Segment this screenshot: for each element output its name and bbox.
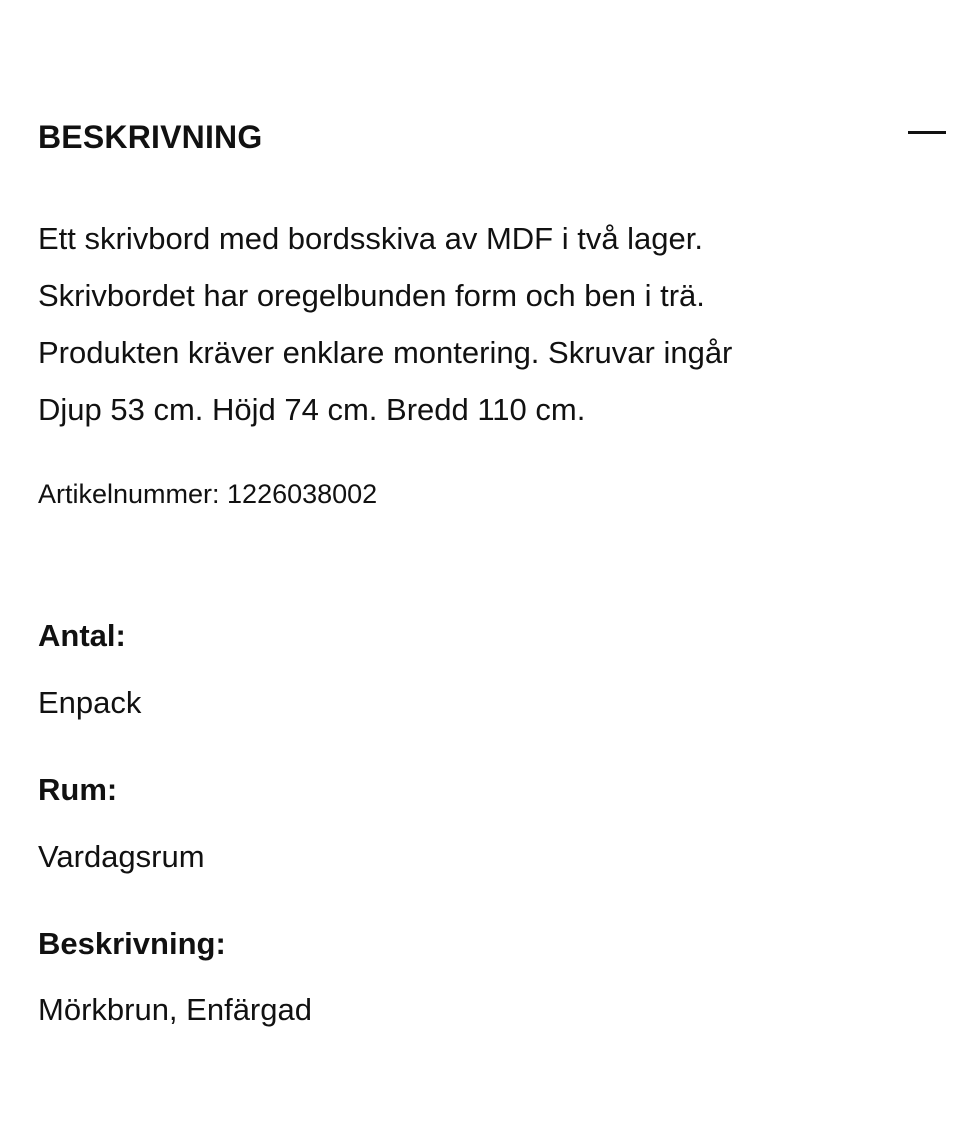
section-header: [38, 112, 948, 160]
property-value-room: Vardagsrum: [38, 839, 205, 874]
product-description: [38, 210, 938, 438]
property-label-quantity: Antal:: [38, 618, 126, 653]
minus-icon: [908, 131, 946, 134]
description-line: Produkten kräver enklare montering. Skruvar ingår: [38, 335, 733, 370]
article-number: Artikelnummer: 1226038002: [38, 479, 378, 509]
property-label-room: Rum:: [38, 772, 118, 807]
section-title: BESKRIVNING: [38, 119, 263, 155]
description-line: Skrivbordet har oregelbunden form och ben i trä.: [38, 278, 705, 313]
property-value-description: Mörkbrun, Enfärgad: [38, 992, 312, 1027]
description-line: Ett skrivbord med bordsskiva av MDF i två lager.: [38, 221, 704, 256]
property-value-quantity: Enpack: [38, 685, 142, 720]
description-line: Djup 53 cm. Höjd 74 cm. Bredd 110 cm.: [38, 392, 586, 427]
collapse-button[interactable]: [892, 112, 948, 156]
property-label-description: Beskrivning:: [38, 926, 226, 961]
